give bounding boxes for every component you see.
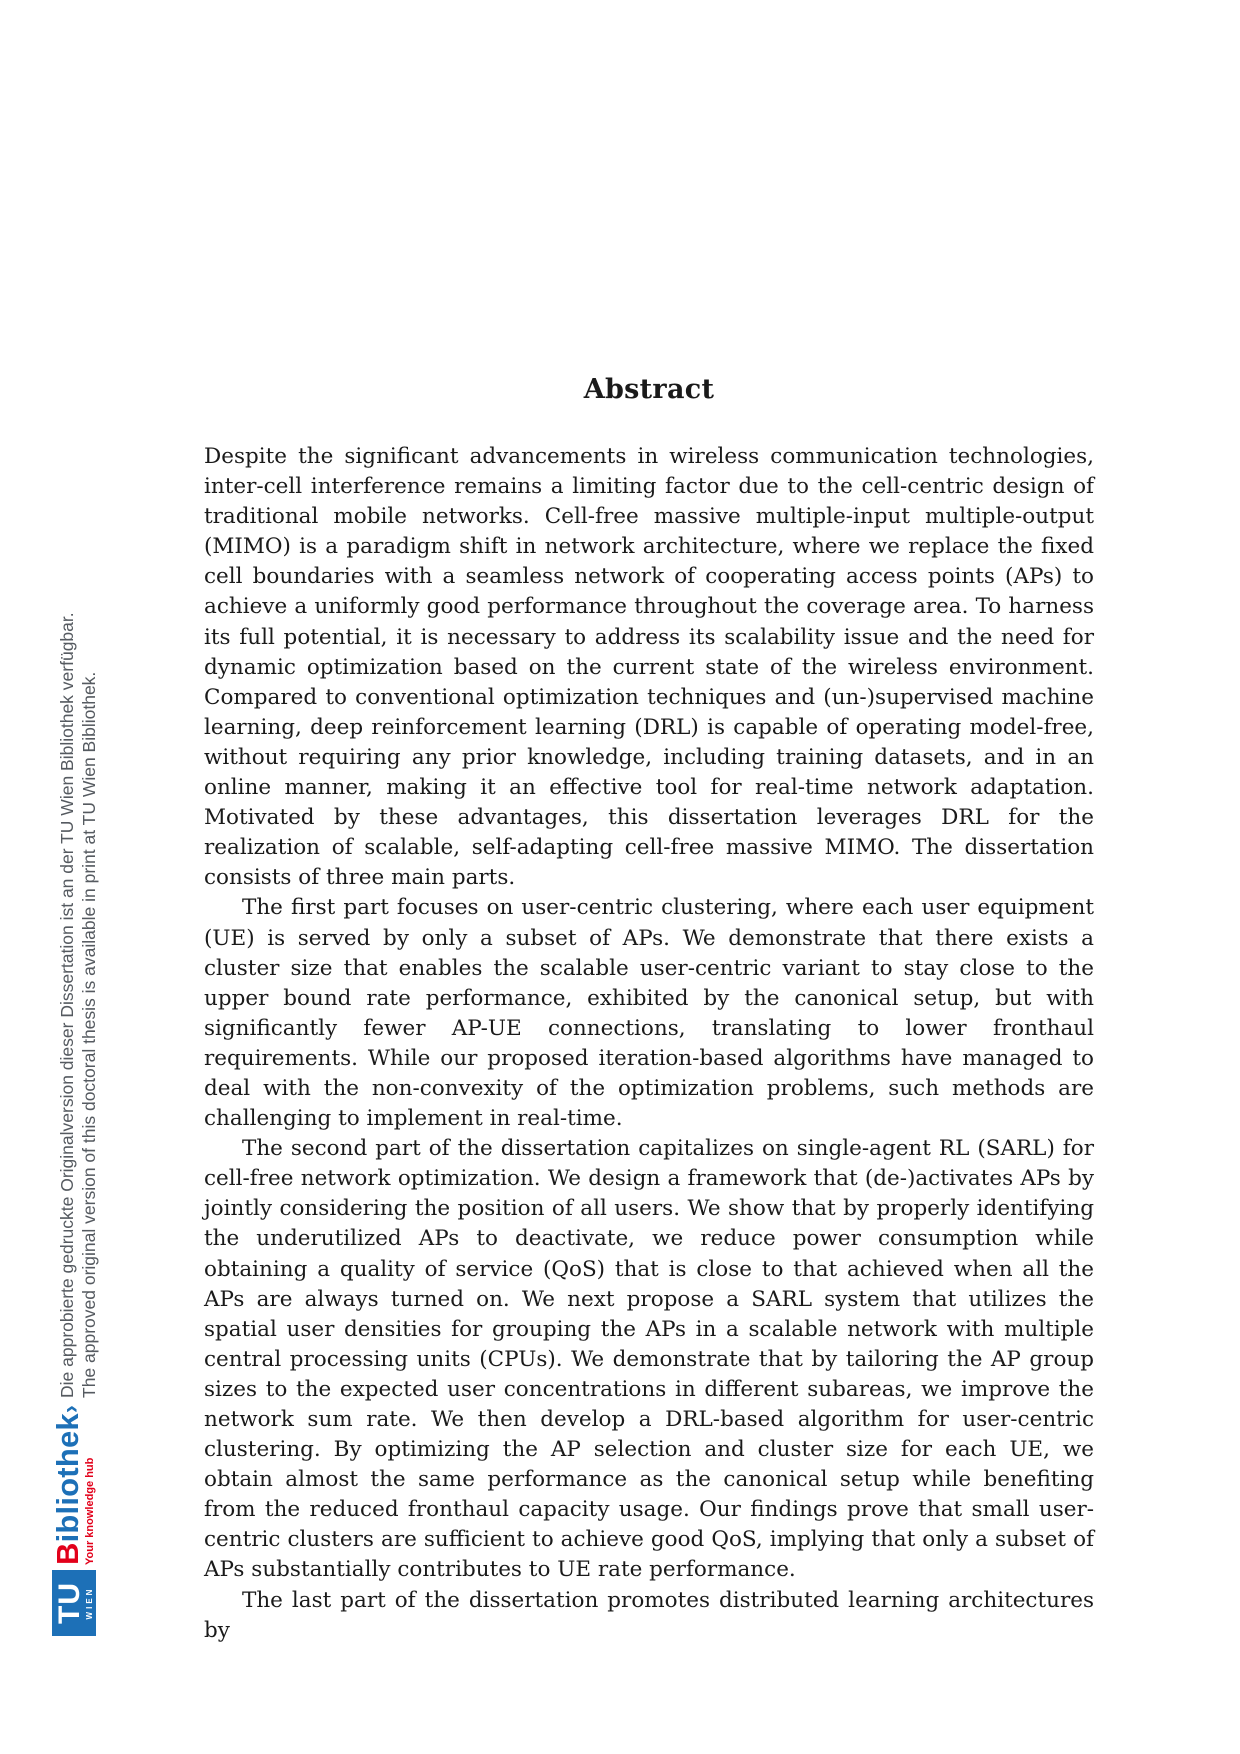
chevron-right-icon: › — [57, 1404, 84, 1414]
watermark-line-en: The approved original version of this doctoral thesis is available in print at TU Wien Bibliothek. — [79, 671, 99, 1398]
watermark-notice — [56, 612, 100, 1398]
library-sidebar — [22, 0, 102, 1754]
abstract-body — [204, 442, 1094, 1646]
tu-wien-bibliothek-logo — [52, 1405, 96, 1636]
logo-wordmark — [52, 1405, 96, 1565]
abstract-paragraph: Despite the significant advancements in wireless communication technologies, inter-cell interference remains a limiting factor due to the cell-centric design of traditional mobile networks. Cell-free massive multiple-input multiple-output (MIMO) is a paradigm shift in network architecture, where we replace the fixed cell boundaries with a seamless network of cooperating access points (APs) to achieve a uniformly good performance throughout the coverage area. To harness its full potential, it is necessary to address its scalability issue and the need for dynamic optimization based on the current state of the wireless environment. Compared to conventional optimization techniques and (un-)supervised machine learning, deep reinforcement learning (DRL) is capable of operating model-free, without requiring any prior knowledge, including training datasets, and in an online manner, making it an effective tool for real-time network adaptation. Motivated by these advantages, this dissertation leverages DRL for the realization of scalable, self-adapting cell-free massive MIMO. The dissertation consists of three main parts. — [204, 444, 1094, 891]
logo-b-letter: B — [50, 1542, 85, 1565]
watermark-line-de: Die approbierte gedruckte Originalversion dieser Dissertation ist an der TU Wien Bibliothek verfügbar. — [57, 612, 77, 1398]
abstract-paragraph: The last part of the dissertation promotes distributed learning architectures by — [204, 1587, 1094, 1643]
abstract-paragraph: The first part focuses on user-centric clustering, where each user equipment (UE) is served by only a subset of APs. We demonstrate that there exists a cluster size that enables the scalable user-centric variant to stay close to the upper bound rate performance, exhibited by the canonical setup, but with significantly fewer AP-UE connections, translating to lower fronthaul requirements. While our proposed iteration-based algorithms have managed to deal with the non-convexity of the optimization problems, such methods are challenging to implement in real-time. — [204, 895, 1094, 1132]
logo-word-rest: ibliothek — [50, 1413, 85, 1543]
abstract-paragraph: The second part of the dissertation capitalizes on single-agent RL (SARL) for cell-free network optimization. We design a framework that (de-)activates APs by jointly considering the position of all users. We show that by properly identifying the underutilized APs to deactivate, we reduce power consumption while obtaining a quality of service (QoS) that is close to that achieved when all the APs are always turned on. We next propose a SARL system that utilizes the spatial user densities for grouping the APs in a scalable network with multiple central processing units (CPUs). We demonstrate that by tailoring the AP group sizes to the expected user concentrations in different subareas, we improve the network sum rate. We then develop a DRL-based algorithm for user-centric clustering. By optimizing the AP selection and cluster size for each UE, we obtain almost the same performance as the canonical setup while benefiting from the reduced fronthaul capacity usage. Our findings prove that small user-centric clusters are sufficient to achieve good QoS, implying that only a subset of APs substantially contributes to UE rate performance. — [204, 1136, 1094, 1583]
bibliothek-wordmark — [52, 1405, 83, 1565]
page-title: Abstract — [583, 374, 715, 405]
logo-wien-text: WIEN — [84, 1586, 94, 1620]
tu-wien-logo-mark — [52, 1570, 96, 1636]
logo-tu-text: TU — [52, 1582, 86, 1624]
logo-tagline: Your knowledge hub — [84, 1457, 96, 1565]
